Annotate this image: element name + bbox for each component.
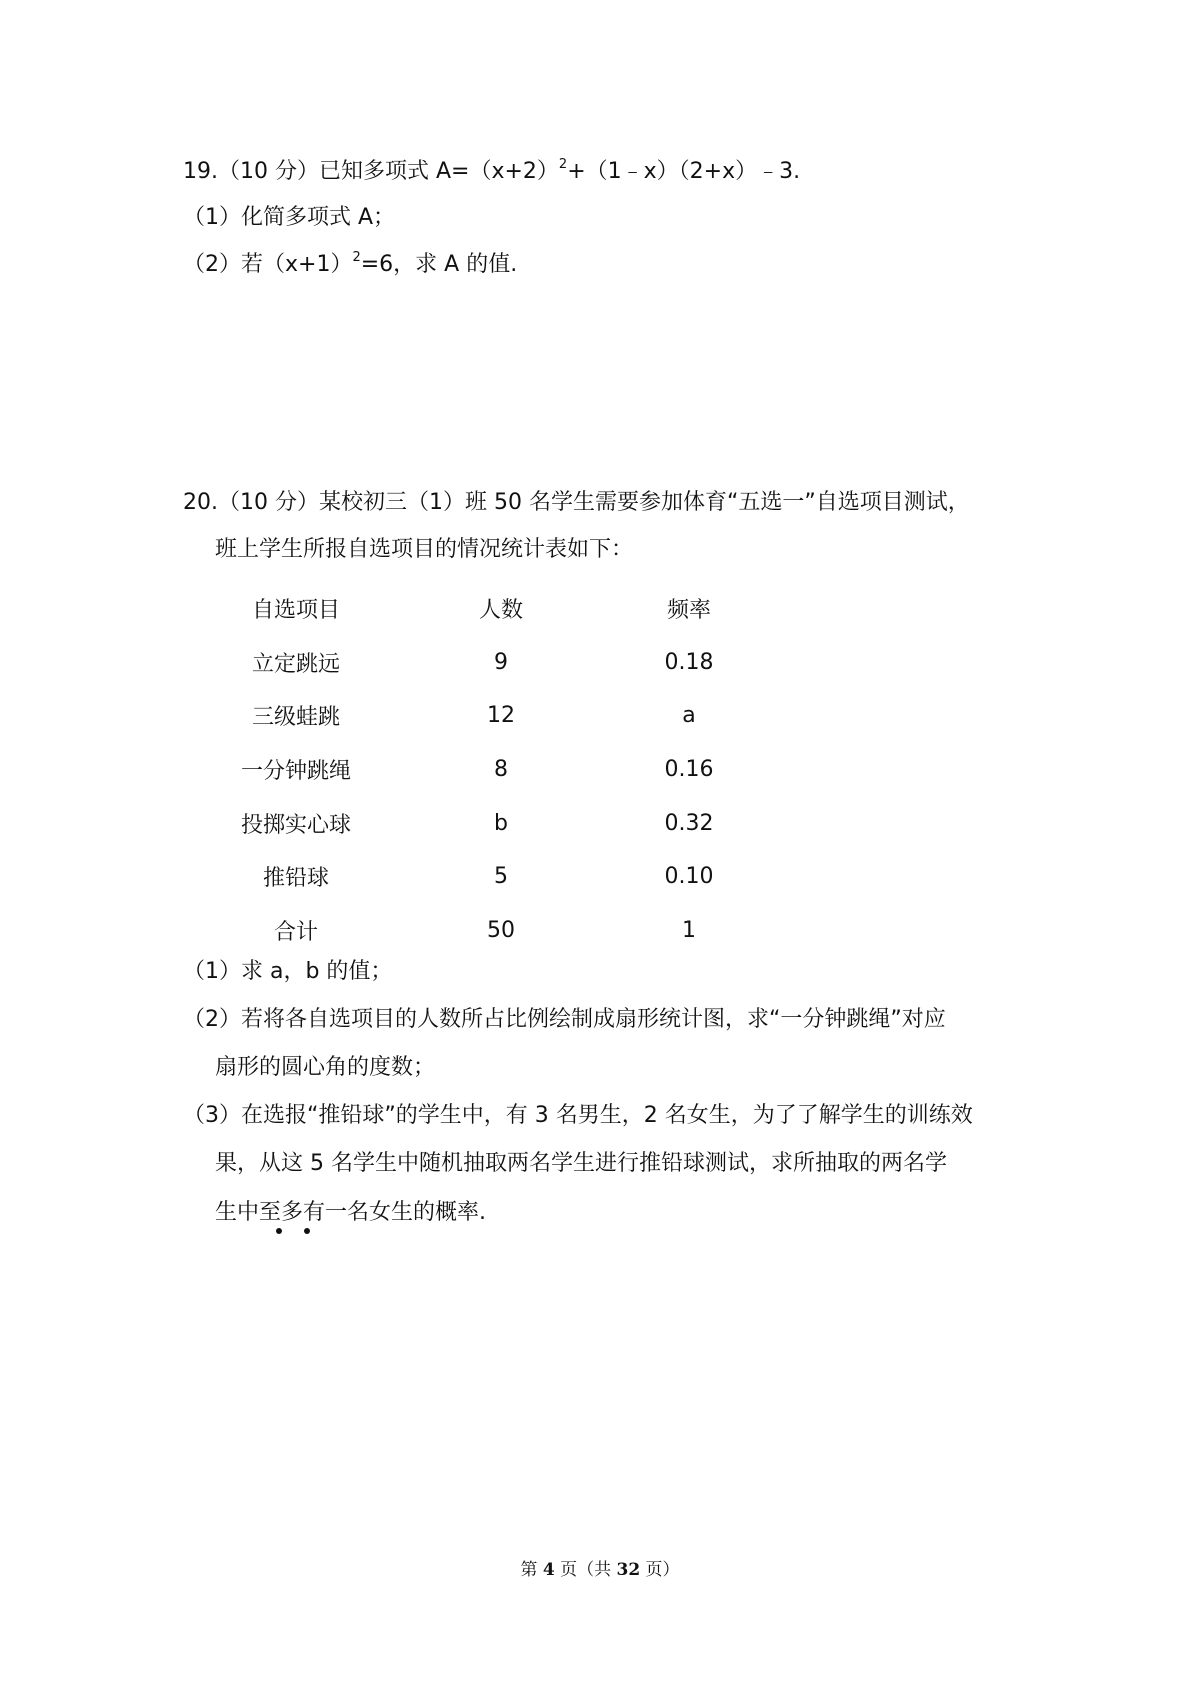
q20-part3-line2: 果，从这 5 名学生中随机抽取两名学生进行推铅球测试，求所抽取的两名学 <box>215 1151 947 1176</box>
q20-stem-line2: 班上学生所报自选项目的情况统计表如下： <box>215 537 634 562</box>
current-page-number: 4 <box>542 1560 555 1580</box>
q20-part3-line3: 生中至多有一名女生的概率. <box>215 1200 486 1225</box>
table-cell: 1 <box>682 917 696 943</box>
table-cell: 立定跳远 <box>251 651 340 677</box>
table-cell: a <box>682 703 696 729</box>
page-footer: 第 4 页（共 32 页） <box>520 1560 680 1580</box>
table-cell: 推铅球 <box>262 866 329 892</box>
total-page-count: 32 <box>616 1560 641 1580</box>
table-cell: 50 <box>487 917 515 943</box>
table-cell: 三级蛙跳 <box>251 705 340 731</box>
table-cell: 合计 <box>273 919 318 945</box>
table-cell: b <box>494 810 508 836</box>
table-row <box>198 689 770 743</box>
table-cell: 一分钟跳绳 <box>240 759 351 785</box>
q20-part1: （1）求 a，b 的值； <box>183 959 393 984</box>
q20-part2-line1: （2）若将各自选项目的人数所占比例绘制成扇形统计图，求“一分钟跳绳”对应 <box>183 1007 946 1032</box>
table-header: 人数 <box>478 598 523 624</box>
table-cell: 0.18 <box>664 649 714 675</box>
emphasis-dot <box>304 1228 310 1234</box>
selection-stats-table <box>198 582 770 957</box>
table-cell: 12 <box>487 703 515 729</box>
q20-part3-line1: （3）在选报“推铅球”的学生中，有 3 名男生，2 名女生，为了了解学生的训练效 <box>183 1103 973 1128</box>
table-header: 频率 <box>666 598 711 624</box>
table-cell: 投掷实心球 <box>240 812 351 838</box>
q19-part1: （1）化简多项式 A； <box>183 205 396 230</box>
table-cell: 0.10 <box>664 864 714 890</box>
q20-stem-line1: 20.（10 分）某校初三（1）班 50 名学生需要参加体育“五选一”自选项目测试， <box>183 490 970 515</box>
table-cell: 8 <box>494 757 508 783</box>
table-header: 自选项目 <box>251 598 340 624</box>
table-cell: 9 <box>494 649 508 675</box>
table-row <box>198 904 770 958</box>
table-cell: 0.16 <box>664 757 714 783</box>
emphasis-dot <box>276 1228 282 1234</box>
table-row <box>198 850 770 904</box>
table-row <box>198 743 770 797</box>
table-row <box>198 796 770 850</box>
table-row <box>198 636 770 690</box>
emphasis-dots <box>270 1228 330 1238</box>
q19-stem: 19.（10 分）已知多项式 $A=(x+2)^2+(1﹣x)(2+x)﹣3$. <box>183 157 801 184</box>
table-cell: 5 <box>494 864 508 890</box>
q19-part2: （2）若$(x+1)^2=6$，求 A 的值. <box>183 250 518 277</box>
q20-part2-line2: 扇形的圆心角的度数； <box>215 1055 436 1080</box>
table-cell: 0.32 <box>664 810 714 836</box>
table-header-row <box>198 582 770 636</box>
